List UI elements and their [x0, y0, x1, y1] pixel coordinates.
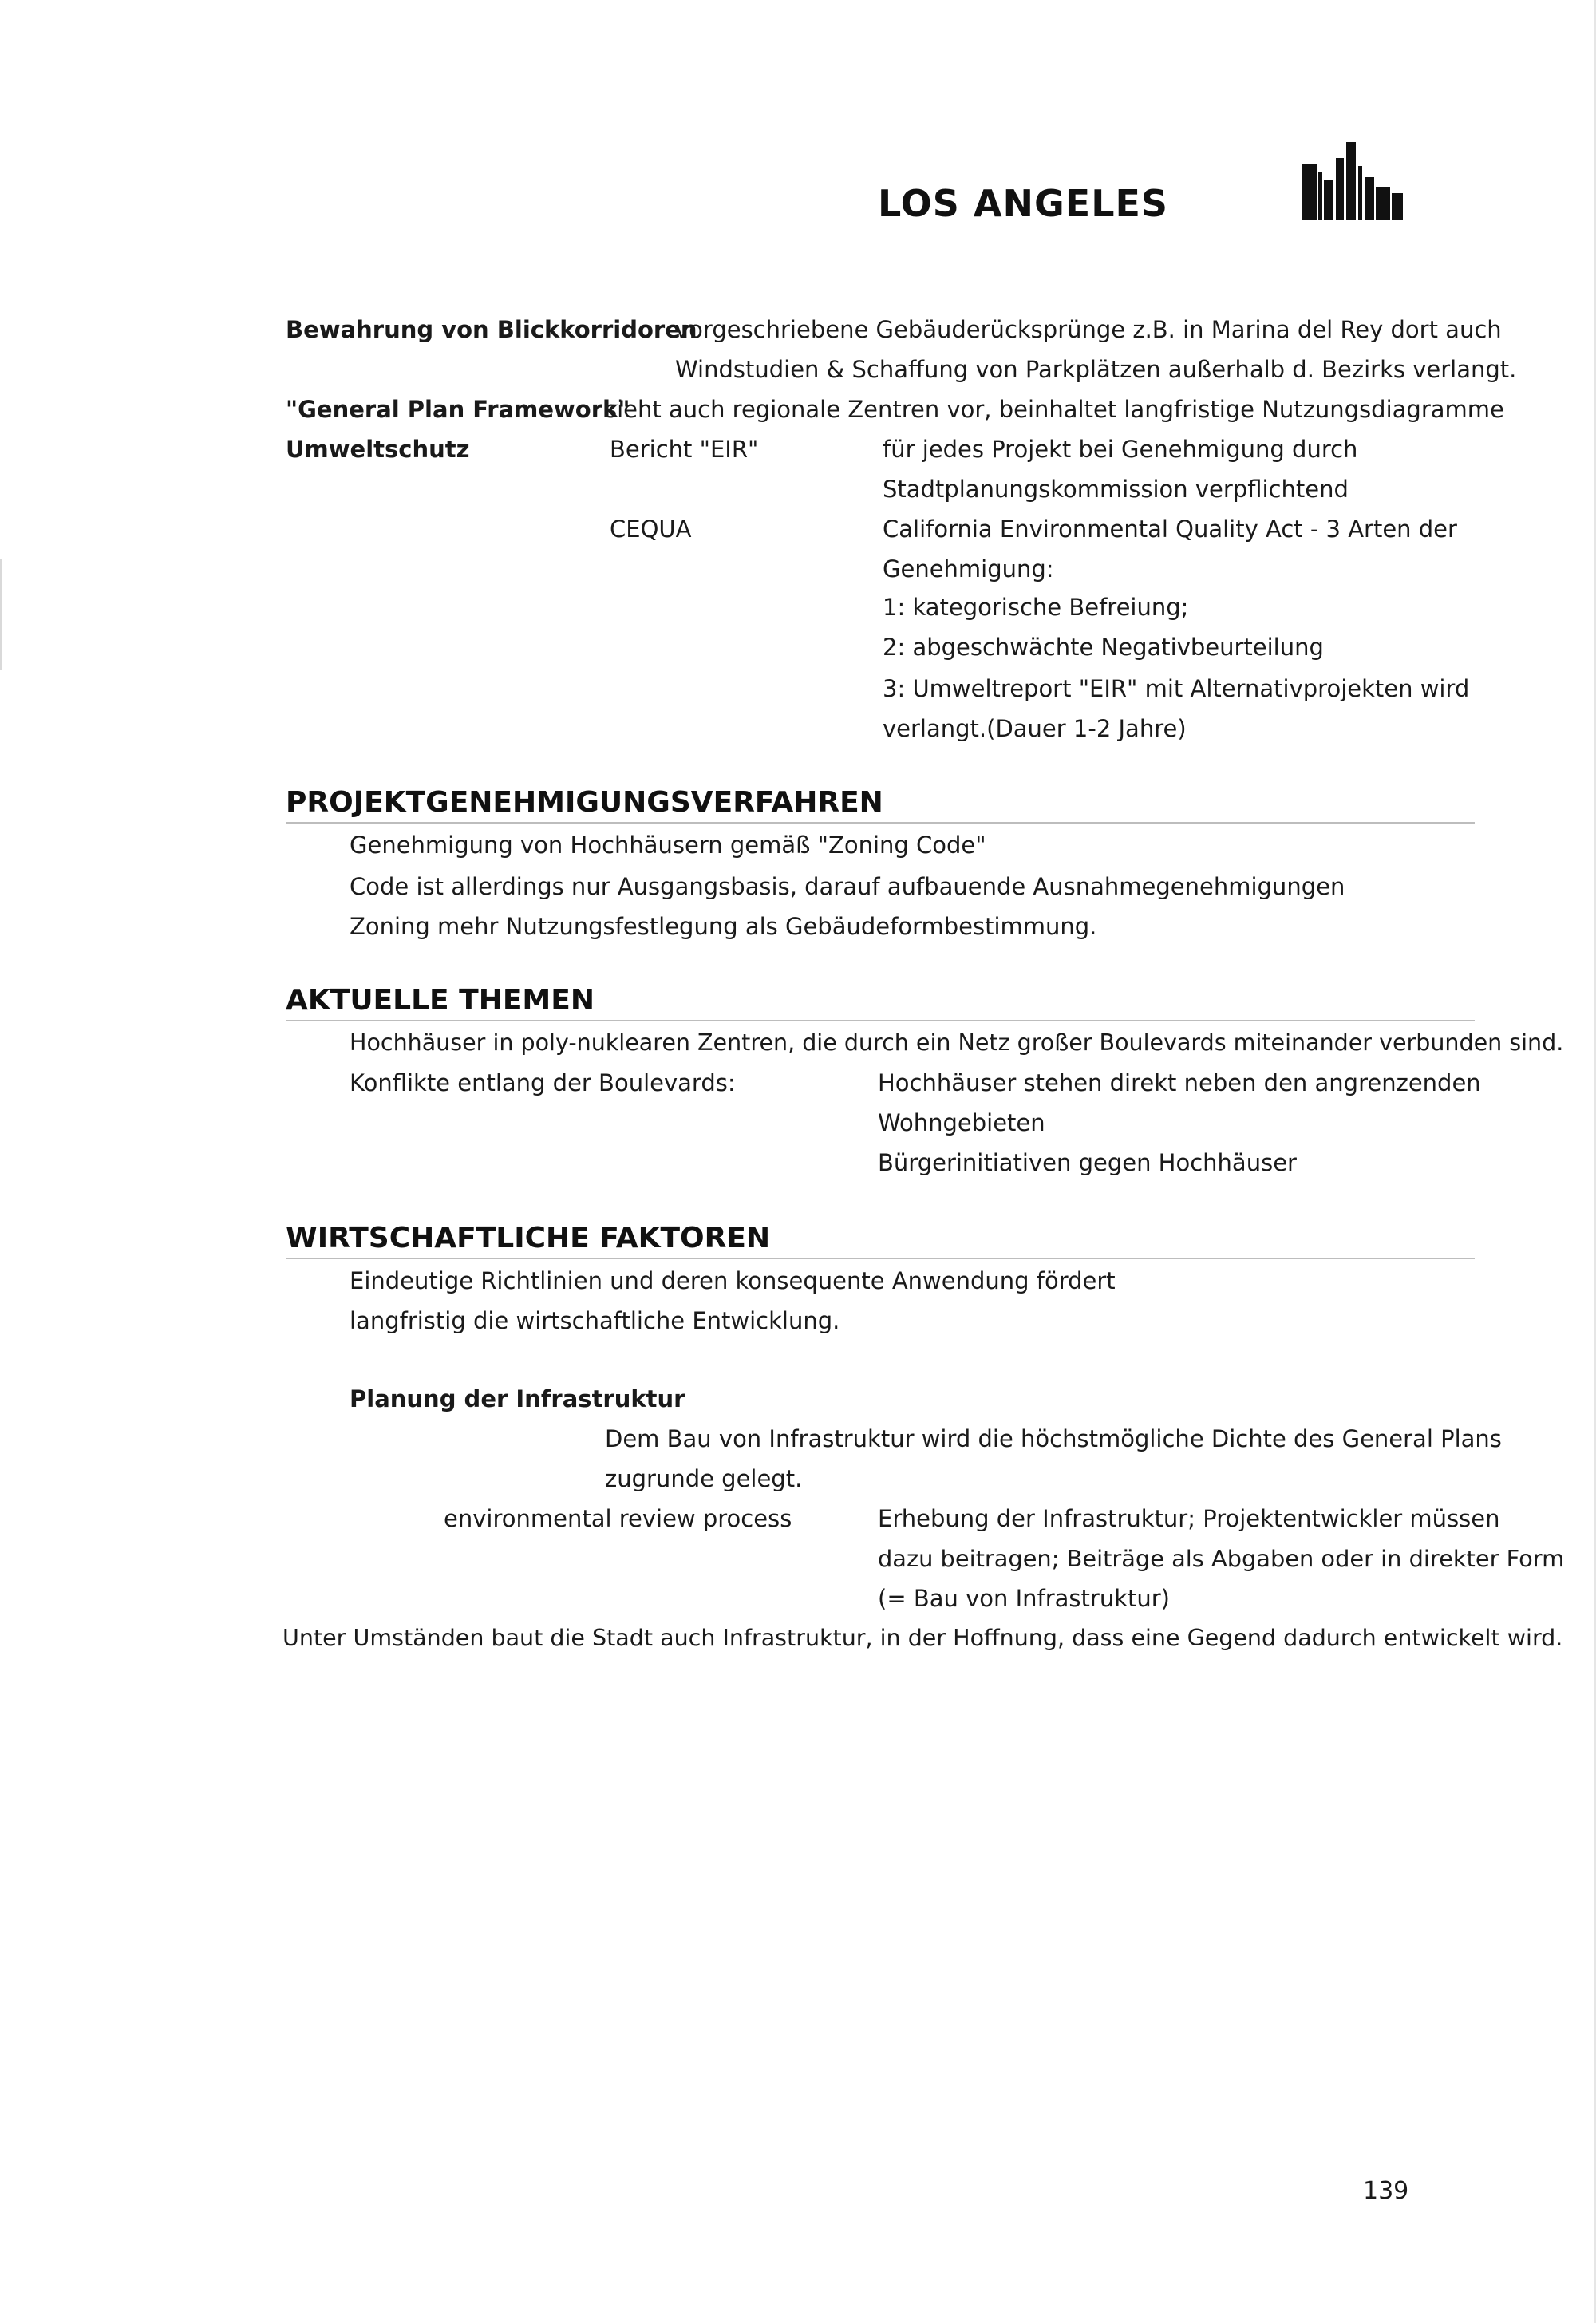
cequa-line-3: 1: kategorische Befreiung;	[883, 594, 1189, 621]
konflikt-line-3: Bürgerinitiativen gegen Hochhäuser	[878, 1149, 1297, 1176]
intro-row1-continuation: Windstudien & Schaffung von Parkplätzen außerhalb d. Bezirks verlangt.	[675, 356, 1517, 383]
intro-row2-text: sieht auch regionale Zentren vor, beinhaltet langfristige Nutzungsdiagramme	[605, 396, 1504, 423]
skyline-logo-icon	[1302, 134, 1414, 220]
closing-line: Unter Umständen baut die Stadt auch Infrastruktur, in der Hoffnung, dass eine Gegend dadurch entwickelt wird.	[282, 1625, 1563, 1651]
intro-row1-label: Bewahrung von Blickkorridoren	[286, 316, 697, 343]
projekt-line-3: Zoning mehr Nutzungsfestlegung als Gebäudeformbestimmung.	[350, 913, 1097, 940]
konflikt-line-2: Wohngebieten	[878, 1109, 1045, 1136]
section-divider	[286, 822, 1475, 824]
review-line-3: (= Bau von Infrastruktur)	[878, 1585, 1170, 1612]
umwelt-label: Umweltschutz	[286, 436, 470, 463]
infra-line-2: zugrunde gelegt.	[605, 1465, 803, 1492]
review-line-2: dazu beitragen; Beiträge als Abgaben oder in direkter Form	[878, 1545, 1565, 1572]
infra-line-1: Dem Bau von Infrastruktur wird die höchstmögliche Dichte des General Plans	[605, 1425, 1502, 1452]
projekt-line-2: Code ist allerdings nur Ausgangsbasis, darauf aufbauende Ausnahmegenehmigungen	[350, 873, 1345, 900]
page-title: LOS ANGELES	[878, 182, 1169, 225]
cequa-line-1: California Environmental Quality Act - 3 Arten der	[883, 516, 1457, 543]
wirtschaft-line-2: langfristig die wirtschaftliche Entwicklung.	[350, 1307, 840, 1334]
eir-line-2: Stadtplanungskommission verpflichtend	[883, 476, 1349, 503]
aktuell-line-1: Hochhäuser in poly-nuklearen Zentren, die durch ein Netz großer Boulevards miteinander verbunden sind.	[350, 1029, 1564, 1056]
scan-edge-left	[0, 559, 2, 670]
cequa-label: CEQUA	[610, 516, 692, 543]
section-heading-wirtschaft: WIRTSCHAFTLICHE FAKTOREN	[286, 1222, 771, 1254]
section-heading-projekt: PROJEKTGENEHMIGUNGSVERFAHREN	[286, 786, 883, 819]
page-number: 139	[1363, 2177, 1409, 2205]
konflikt-label: Konflikte entlang der Boulevards:	[350, 1069, 736, 1096]
subheading-infrastruktur: Planung der Infrastruktur	[350, 1385, 685, 1412]
cequa-line-5: 3: Umweltreport "EIR" mit Alternativprojekten wird	[883, 675, 1470, 702]
section-divider	[286, 1020, 1475, 1021]
review-label: environmental review process	[444, 1505, 792, 1532]
section-heading-aktuell: AKTUELLE THEMEN	[286, 984, 595, 1017]
review-line-1: Erhebung der Infrastruktur; Projektentwickler müssen	[878, 1505, 1500, 1532]
intro-row2-label: "General Plan Framework"	[286, 396, 630, 423]
cequa-line-6: verlangt.(Dauer 1-2 Jahre)	[883, 715, 1187, 742]
projekt-line-1: Genehmigung von Hochhäusern gemäß "Zoning Code"	[350, 832, 986, 859]
wirtschaft-line-1: Eindeutige Richtlinien und deren konsequente Anwendung fördert	[350, 1267, 1116, 1294]
eir-line-1: für jedes Projekt bei Genehmigung durch	[883, 436, 1358, 463]
eir-label: Bericht "EIR"	[610, 436, 759, 463]
konflikt-line-1: Hochhäuser stehen direkt neben den angrenzenden	[878, 1069, 1481, 1096]
cequa-line-2: Genehmigung:	[883, 555, 1054, 583]
intro-row1-text: vorgeschriebene Gebäuderücksprünge z.B. in Marina del Rey dort auch	[675, 316, 1502, 343]
section-divider	[286, 1258, 1475, 1259]
cequa-line-4: 2: abgeschwächte Negativbeurteilung	[883, 634, 1324, 661]
